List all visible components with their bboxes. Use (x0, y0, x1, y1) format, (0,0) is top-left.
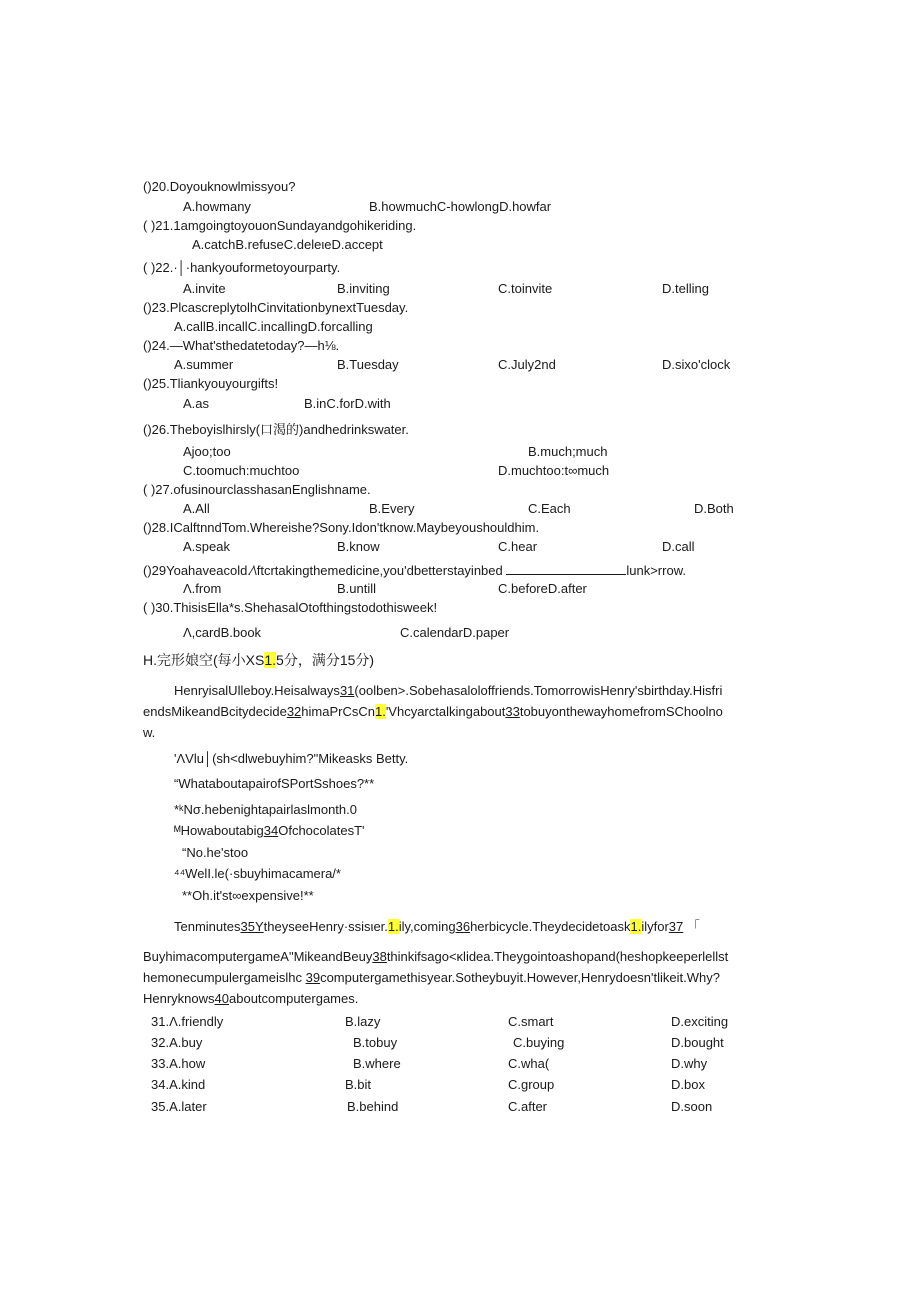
choice-34-b: B.bit (345, 1077, 372, 1092)
choice-33-c: C.wha( (508, 1056, 550, 1071)
question-24-option-c: C.July2nd (498, 357, 556, 372)
question-27-option-a: A.All (183, 501, 210, 516)
question-21-stem: ( )21.1amgoingtoyouonSundayandgohikeriding. (143, 218, 417, 233)
dialogue-line: “No.he'stoo (182, 845, 249, 860)
choice-31-c: C.smart (508, 1014, 554, 1029)
question-29-option-b: B.untill (337, 581, 377, 596)
question-22-option-a: A.invite (183, 281, 226, 296)
question-22-option-d: D.telling (662, 281, 709, 296)
question-27-option-b: B.Every (369, 501, 415, 516)
choice-34-d: D.box (671, 1077, 705, 1092)
choice-33-a: 33.A.how (151, 1056, 206, 1071)
question-26-stem: ()26.Theboyislhirsly(口渴的)andhedrinkswater. (143, 422, 409, 437)
passage-line: Henryknows40aboutcomputergames. (143, 991, 359, 1006)
question-22-option-b: B.inviting (337, 281, 390, 296)
answer-paren: ( ) (143, 482, 156, 497)
choice-31-b: B.lazy (345, 1014, 381, 1029)
question-25-stem: ()25.Tliankyouyourgifts! (143, 376, 279, 391)
blank-number: 35Y (240, 919, 264, 934)
blank-number: 39 (305, 970, 321, 985)
passage-line: BuyhimacomputergameA"MikeandBeuy38thinkifsago<κlidea.Theygointoashopand(heshopkeeperlellst (143, 949, 729, 964)
question-28-option-b: B.know (337, 539, 380, 554)
dialogue-line: **Oh.it'st∞expensive!** (182, 888, 314, 903)
answer-paren: ( ) (143, 218, 156, 233)
blank-number: 33 (505, 704, 520, 719)
question-29-option-a: Λ.from (183, 581, 222, 596)
blank-number: 37 (668, 919, 684, 934)
question-20-stem: ()20.Doyouknowlmissyou? (143, 179, 296, 194)
choice-34-a: 34.A.kind (151, 1077, 206, 1092)
question-27-option-c: C.Each (528, 501, 571, 516)
blank-number: 40 (214, 991, 229, 1006)
blank-number: 32 (286, 704, 302, 719)
question-26-option-d: D.muchtoo:t∞much (498, 463, 610, 478)
choice-35-d: D.soon (671, 1099, 713, 1114)
question-28-option-c: C.hear (498, 539, 538, 554)
passage-line: Tenminutes35YtheyseeHenry·ssisιer.1.ily,coming36herbicycle.Theydecidetoask1.ilyfor37 「 (174, 919, 700, 934)
question-30-options-ab: Λ,cardB.book (183, 625, 262, 640)
blank-number: 31 (339, 683, 355, 698)
choice-32-a: 32.A.buy (151, 1035, 203, 1050)
passage-line: HenryisalUlleboy.Heisalways31(oolben>.Sobehasaloloffriends.TomorrowisHenry'sbirthday.Hisfri (174, 683, 723, 698)
question-24-option-a: A.summer (174, 357, 234, 372)
answer-paren: ( ) (143, 600, 156, 615)
question-25-option-a: A.as (183, 396, 210, 411)
choice-33-d: D.why (671, 1056, 708, 1071)
blank-number: 38 (372, 949, 387, 964)
question-30-options-cd: C.calendarD.paper (400, 625, 510, 640)
choice-33-b: B.where (353, 1056, 401, 1071)
question-23-options: A.callB.incallC.incallingD.forcalling (174, 319, 373, 334)
passage-line: hemonecumpulergameislhc 39computergamethisyear.Sotheybuyit.However,Henrydoesn'tlikeit.Why? (143, 970, 720, 985)
dialogue-line: “WhataboutapairofSPortSshoes?** (174, 776, 375, 791)
question-25-options-bcd: B.inC.forD.with (304, 396, 391, 411)
choice-35-c: C.after (508, 1099, 548, 1114)
question-28-option-d: D.call (662, 539, 695, 554)
question-20-option-a: A.howmany (183, 199, 251, 214)
question-24-stem: ()24.—What'sthedatetoday?—h⅛. (143, 338, 340, 353)
blank-number: 34 (263, 823, 279, 838)
choice-32-d: D.bought (671, 1035, 724, 1050)
question-29-options-cd: C.beforeD.after (498, 581, 587, 596)
choice-34-c: C.group (508, 1077, 555, 1092)
passage-line: w. (143, 725, 156, 740)
dialogue-line: *ᵏNσ.hebenightapairlaslmonth.0 (174, 802, 357, 817)
question-23-stem: ()23.PlcascreplytolhCinvitationbynextTuesday. (143, 300, 409, 315)
blank-number: 36 (455, 919, 471, 934)
dialogue-line: ⁴⁴WelI.le(·sbuyhimacamera/* (174, 866, 341, 881)
dialogue-line: ᴹHowaboutabig34OfchocolatesT' (174, 823, 365, 838)
choice-35-b: B.behind (347, 1099, 399, 1114)
answer-paren: ( ) (143, 260, 156, 275)
choice-32-c: C.buying (513, 1035, 565, 1050)
question-22-stem: ( )22.·│·hankyouformetoyourparty. (143, 260, 341, 275)
choice-35-a: 35.A.later (151, 1099, 207, 1114)
choice-32-b: B.tobuy (353, 1035, 398, 1050)
question-21-options: A.catchB.refuseC.deleιeD.accept (192, 237, 383, 252)
question-28-option-a: A.speak (183, 539, 230, 554)
question-26-option-b: B.much;much (528, 444, 608, 459)
fill-blank (506, 562, 626, 575)
choice-31-d: D.exciting (671, 1014, 729, 1029)
dialogue-line: 'ΛVlu│(sh<dlwebuyhim?"Mikeasks Betty. (174, 751, 409, 766)
question-24-option-b: B.Tuesday (337, 357, 399, 372)
question-22-option-c: C.toinvite (498, 281, 553, 296)
question-29-stem: ()29Yoahaveacold.∕\ftcrtakingthemedicine,you'dbetterstayinbed lunk>rrow. (143, 563, 686, 578)
question-27-stem: ( )27.ofusinourclasshasanEnglishname. (143, 482, 371, 497)
question-27-option-d: D.Both (694, 501, 734, 516)
question-30-stem: ( )30.ThisisElla*s.ShehasalOtofthingstodothisweek! (143, 600, 438, 615)
passage-line: endsMikeandBcitydecide32himaPrCsCn1.'Vhcyarctalkingabout33tobuyonthewayhomefromSChoolno (143, 704, 723, 719)
section-title: H.完形娘空(每小XS1.5分，满分15分) (143, 652, 375, 668)
question-24-option-d: D.sixo'clock (662, 357, 731, 372)
question-20-options-bcd: B.howmuchC-howlongD.howfar (369, 199, 552, 214)
question-26-option-a: Ajoo;too (183, 444, 231, 459)
choice-31-a: 31.Λ.friendly (151, 1014, 224, 1029)
question-26-option-c: C.toomuch:muchtoo (183, 463, 300, 478)
question-28-stem: ()28.ICalftnndTom.Whereishe?Sony.Idon'tknow.Maybeyoushouldhim. (143, 520, 540, 535)
